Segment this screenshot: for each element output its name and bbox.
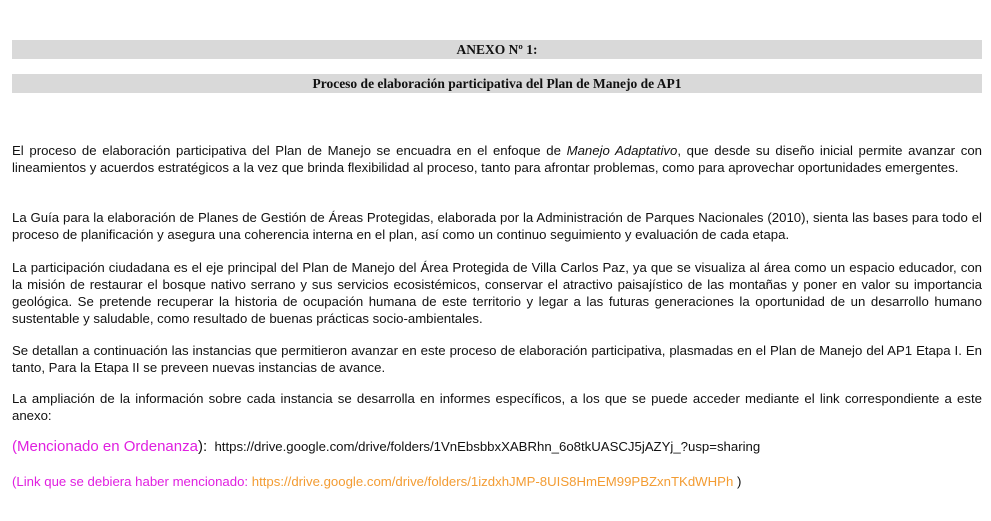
open-paren-1: ( bbox=[12, 438, 17, 455]
link-line-debiera bbox=[12, 473, 982, 491]
manejo-adaptativo-term: Manejo Adaptativo bbox=[566, 143, 678, 158]
annex-subtitle-banner bbox=[12, 74, 982, 93]
debiera-link[interactable]: https://drive.google.com/drive/folders/1izdxhJMP-8UIS8HmEM99PBZxnTKdWHPh bbox=[251, 474, 734, 489]
mencionado-label: Mencionado en Ordenanza bbox=[17, 438, 198, 455]
debiera-label: Link que se debiera haber mencionado: bbox=[16, 474, 252, 489]
paragraph-ampliacion: La ampliación de la información sobre cada instancia se desarrolla en informes específicos, a los que se puede acceder mediante el link correspondiente a este anexo: bbox=[12, 391, 982, 423]
paragraph-1-text-b: , que desde su diseño inicial permite avanzar con lineamientos y acuerdos estratégicos a la vez que brinda flexibilidad al proceso, tanto para afrontar problemas, como para aprovechar oportunidades emergentes. bbox=[12, 143, 982, 175]
annex-title-banner bbox=[12, 40, 982, 59]
paragraph-participacion: La participación ciudadana es el eje principal del Plan de Manejo del Área Protegida de Villa Carlos Paz, ya que se visualiza al área como un espacio educador, con la misión de restaurar el bosque nativo serrano y sus servicios ecosistémicos, conservar el atractivo paisajístico de las montañas y poner en valor su importancia geológica. Se pretende recuperar la historia de ocupación humana de este territorio y legar a las futuras generaciones la oportunidad de un desarrollo humano sustentable y saludable, como resultado de buenas prácticas socio-ambientales. bbox=[12, 260, 982, 326]
close-paren-1: ): bbox=[197, 438, 208, 455]
close-paren-2: ) bbox=[733, 474, 742, 489]
link-line-ordenanza bbox=[12, 438, 982, 456]
open-paren-2: ( bbox=[12, 474, 17, 489]
paragraph-instancias: Se detallan a continuación las instancias que permitieron avanzar en este proceso de elaboración participativa, plasmadas en el Plan de Manejo del AP1 Etapa I. En tanto, Para la Etapa II se preveen nuevas instancias de avance. bbox=[12, 343, 982, 375]
paragraph-manejo-adaptativo bbox=[12, 142, 982, 176]
annex-subtitle: Proceso de elaboración participativa del Plan de Manejo de AP1 bbox=[312, 76, 682, 91]
paragraph-1-text-a: El proceso de elaboración participativa del Plan de Manejo se encuadra en el enfoque de bbox=[12, 143, 567, 158]
paragraph-guia-planes: La Guía para la elaboración de Planes de Gestión de Áreas Protegidas, elaborada por la Administración de Parques Nacionales (2010), sienta las bases para todo el proceso de planificación y asegura una coherencia interna en el plan, así como un continuo seguimiento y evaluación de cada etapa. bbox=[12, 210, 982, 242]
ordenanza-link[interactable]: https://drive.google.com/drive/folders/1VnEbsbbxXABRhn_6o8tkUASCJ5jAZYj_?usp=sharing bbox=[214, 439, 761, 454]
annex-title: ANEXO Nº 1: bbox=[456, 42, 538, 57]
